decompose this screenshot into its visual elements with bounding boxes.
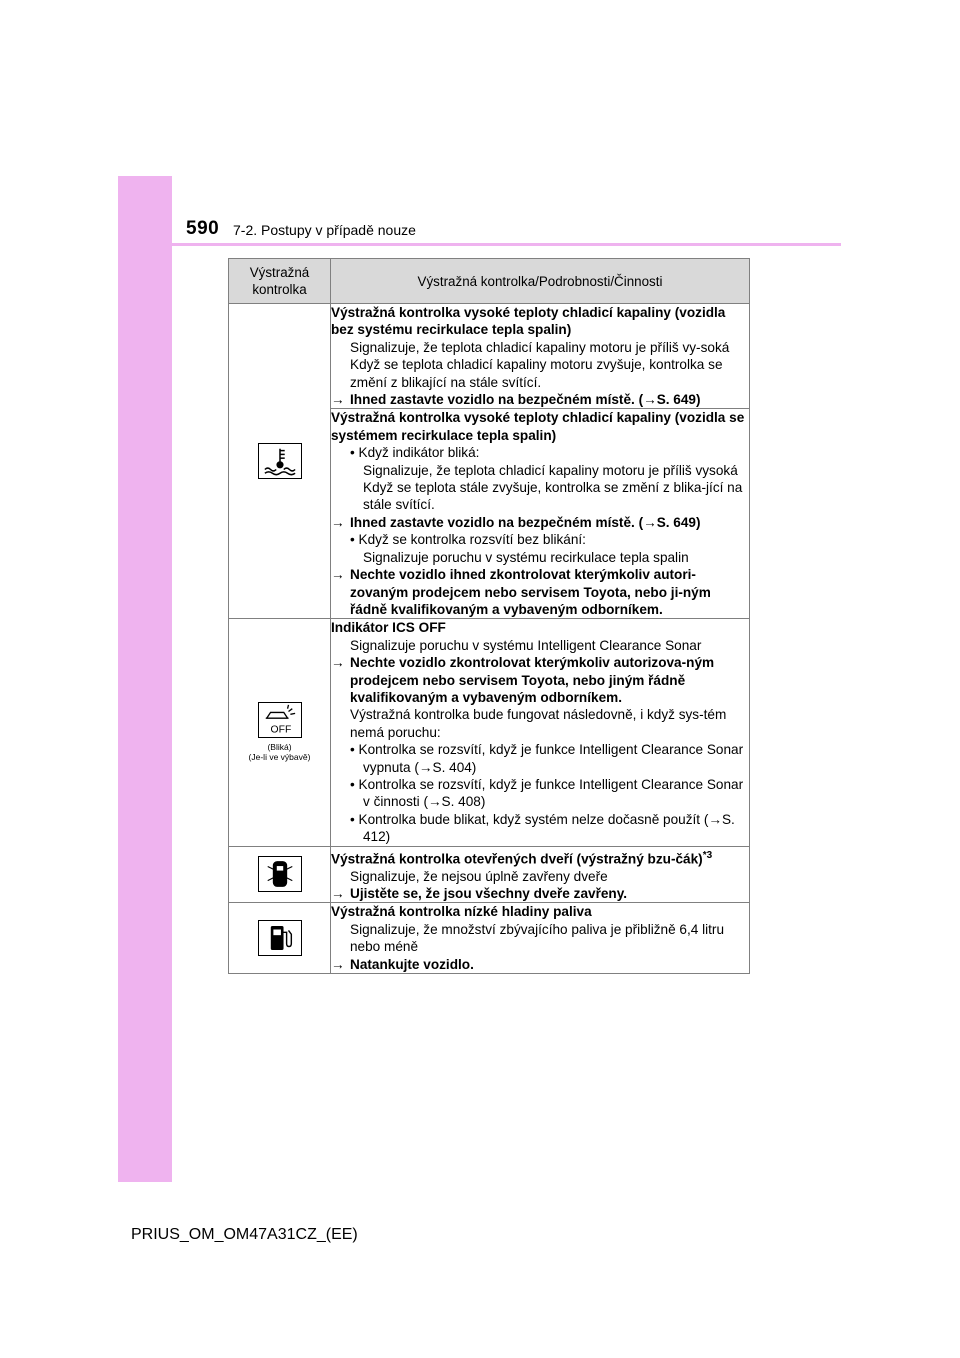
- door-line1: Signalizuje, že nejsou úplně zavřeny dveře: [350, 868, 608, 884]
- fuel-description: [331, 903, 750, 974]
- door-icon-cell: [229, 846, 331, 903]
- ics-icon-note-blink: (Bliká): [267, 742, 292, 753]
- ics-off-icon: [258, 702, 302, 738]
- table-row: [229, 903, 750, 974]
- table-row: [229, 846, 750, 903]
- arrow-icon: →: [331, 567, 345, 583]
- ics-icon-cell: [229, 619, 331, 846]
- coolant-icon-cell: [229, 304, 331, 619]
- door-footnote-ref: *3: [702, 849, 713, 861]
- coolant-b-bullet1: • Když indikátor bliká:: [350, 445, 480, 461]
- ics-bullet2: • Kontrolka se rozsvítí, když je funkce Intelligent Clearance Sonar v činnosti (→S. 408): [350, 776, 744, 810]
- ics-line2: Výstražná kontrolka bude fungovat následovně, i když sys-tém nemá poruchu:: [350, 707, 727, 740]
- door-description: [331, 846, 750, 903]
- coolant-a-action: → Ihned zastavte vozidlo na bezpečném místě. (→S. 649): [331, 392, 701, 408]
- fuel-line1: Signalizuje, že množství zbývajícího paliva je přibližně 6,4 litru nebo méně: [350, 921, 725, 955]
- arrow-icon: →: [331, 392, 345, 408]
- coolant-a-line2: Když se teplota chladicí kapaliny motoru zvyšuje, kontrolka se změní z blikající na stále svítící.: [350, 357, 723, 390]
- coolant-temperature-icon: [258, 443, 302, 479]
- coolant-b-description: [331, 409, 750, 619]
- table-row: [229, 304, 750, 409]
- coolant-b-bullet2-text: Signalizuje poruchu v systému recirkulace tepla spalin: [363, 549, 689, 565]
- coolant-b-bullet2: • Když se kontrolka rozsvítí bez blikání:: [350, 532, 586, 548]
- ics-bullet1: • Kontrolka se rozsvítí, když je funkce Intelligent Clearance Sonar vypnuta (→S. 404): [350, 742, 744, 775]
- header-rule: [172, 243, 841, 246]
- coolant-a-title: Výstražná kontrolka vysoké teploty chladicí kapaliny (vozidla bez systému recirkulace tepla spalin): [331, 305, 726, 338]
- fuel-title: Výstražná kontrolka nízké hladiny paliva: [331, 904, 592, 920]
- ics-line1: Signalizuje poruchu v systému Intelligent Clearance Sonar: [350, 637, 702, 653]
- ics-icon-note-equipment: (Je-li ve výbavě): [248, 752, 311, 763]
- page-number: 590: [186, 218, 220, 239]
- door-title: Výstražná kontrolka otevřených dveří (výstražný bzu-čák)$^{*3}$: [331, 849, 713, 867]
- arrow-icon: →: [331, 655, 345, 671]
- column-header-details: Výstražná kontrolka/Podrobnosti/Činnosti: [331, 259, 750, 304]
- section-title: 7-2. Postupy v případě nouze: [233, 222, 416, 238]
- arrow-icon: →: [331, 956, 345, 972]
- coolant-b-title: Výstražná kontrolka vysoké teploty chladicí kapaliny (vozidla se systémem recirkulace tepla spalin): [331, 410, 745, 443]
- fuel-icon-cell: [229, 903, 331, 974]
- coolant-b-bullet1-text1: Signalizuje, že teplota chladicí kapaliny motoru je příliš vysoká: [363, 462, 738, 478]
- coolant-b-bullet1-text2: Když se teplota stále zvyšuje, kontrolka se změní z blika-jící na stále svítící.: [363, 480, 743, 513]
- fuel-pump-icon: [258, 920, 302, 956]
- coolant-b-action2: → Nechte vozidlo ihned zkontrolovat kterýmkoliv autori-zovaným prodejcem nebo servisem Toyota, nebo ji-ným řádně kvalifikovaným a vybaveným odborníkem.: [331, 567, 711, 617]
- door-action: → Ujistěte se, že jsou všechny dveře zavřeny.: [331, 885, 628, 901]
- coolant-a-description: [331, 304, 750, 409]
- coolant-b-action1: → Ihned zastavte vozidlo na bezpečném místě. (→S. 649): [331, 514, 701, 530]
- document-id: PRIUS_OM_OM47A31CZ_(EE): [131, 1226, 358, 1243]
- column-header-light: Výstražná kontrolka: [229, 259, 331, 304]
- table-header-row: [229, 259, 750, 304]
- door-open-icon: [258, 856, 302, 892]
- arrow-icon: →: [331, 885, 345, 901]
- ics-title: Indikátor ICS OFF: [331, 620, 446, 636]
- table-row: [229, 619, 750, 846]
- coolant-a-line1: Signalizuje, že teplota chladicí kapaliny motoru je příliš vy-soká: [350, 339, 730, 355]
- fuel-action: → Natankujte vozidlo.: [331, 956, 474, 972]
- ics-bullet3: • Kontrolka bude blikat, když systém nelze dočasně použít (→S. 412): [350, 811, 735, 845]
- ics-off-label: OFF: [270, 724, 291, 736]
- ics-description: [331, 619, 750, 846]
- warning-light-table: [228, 258, 750, 974]
- chapter-sidebar: [118, 176, 172, 1182]
- ics-action: → Nechte vozidlo zkontrolovat kterýmkoliv autorizova-ným prodejcem nebo servisem Toyota, nebo jiným řádně kvalifikovaným a vybaveným odborníkem.: [331, 655, 715, 705]
- arrow-icon: →: [331, 514, 345, 530]
